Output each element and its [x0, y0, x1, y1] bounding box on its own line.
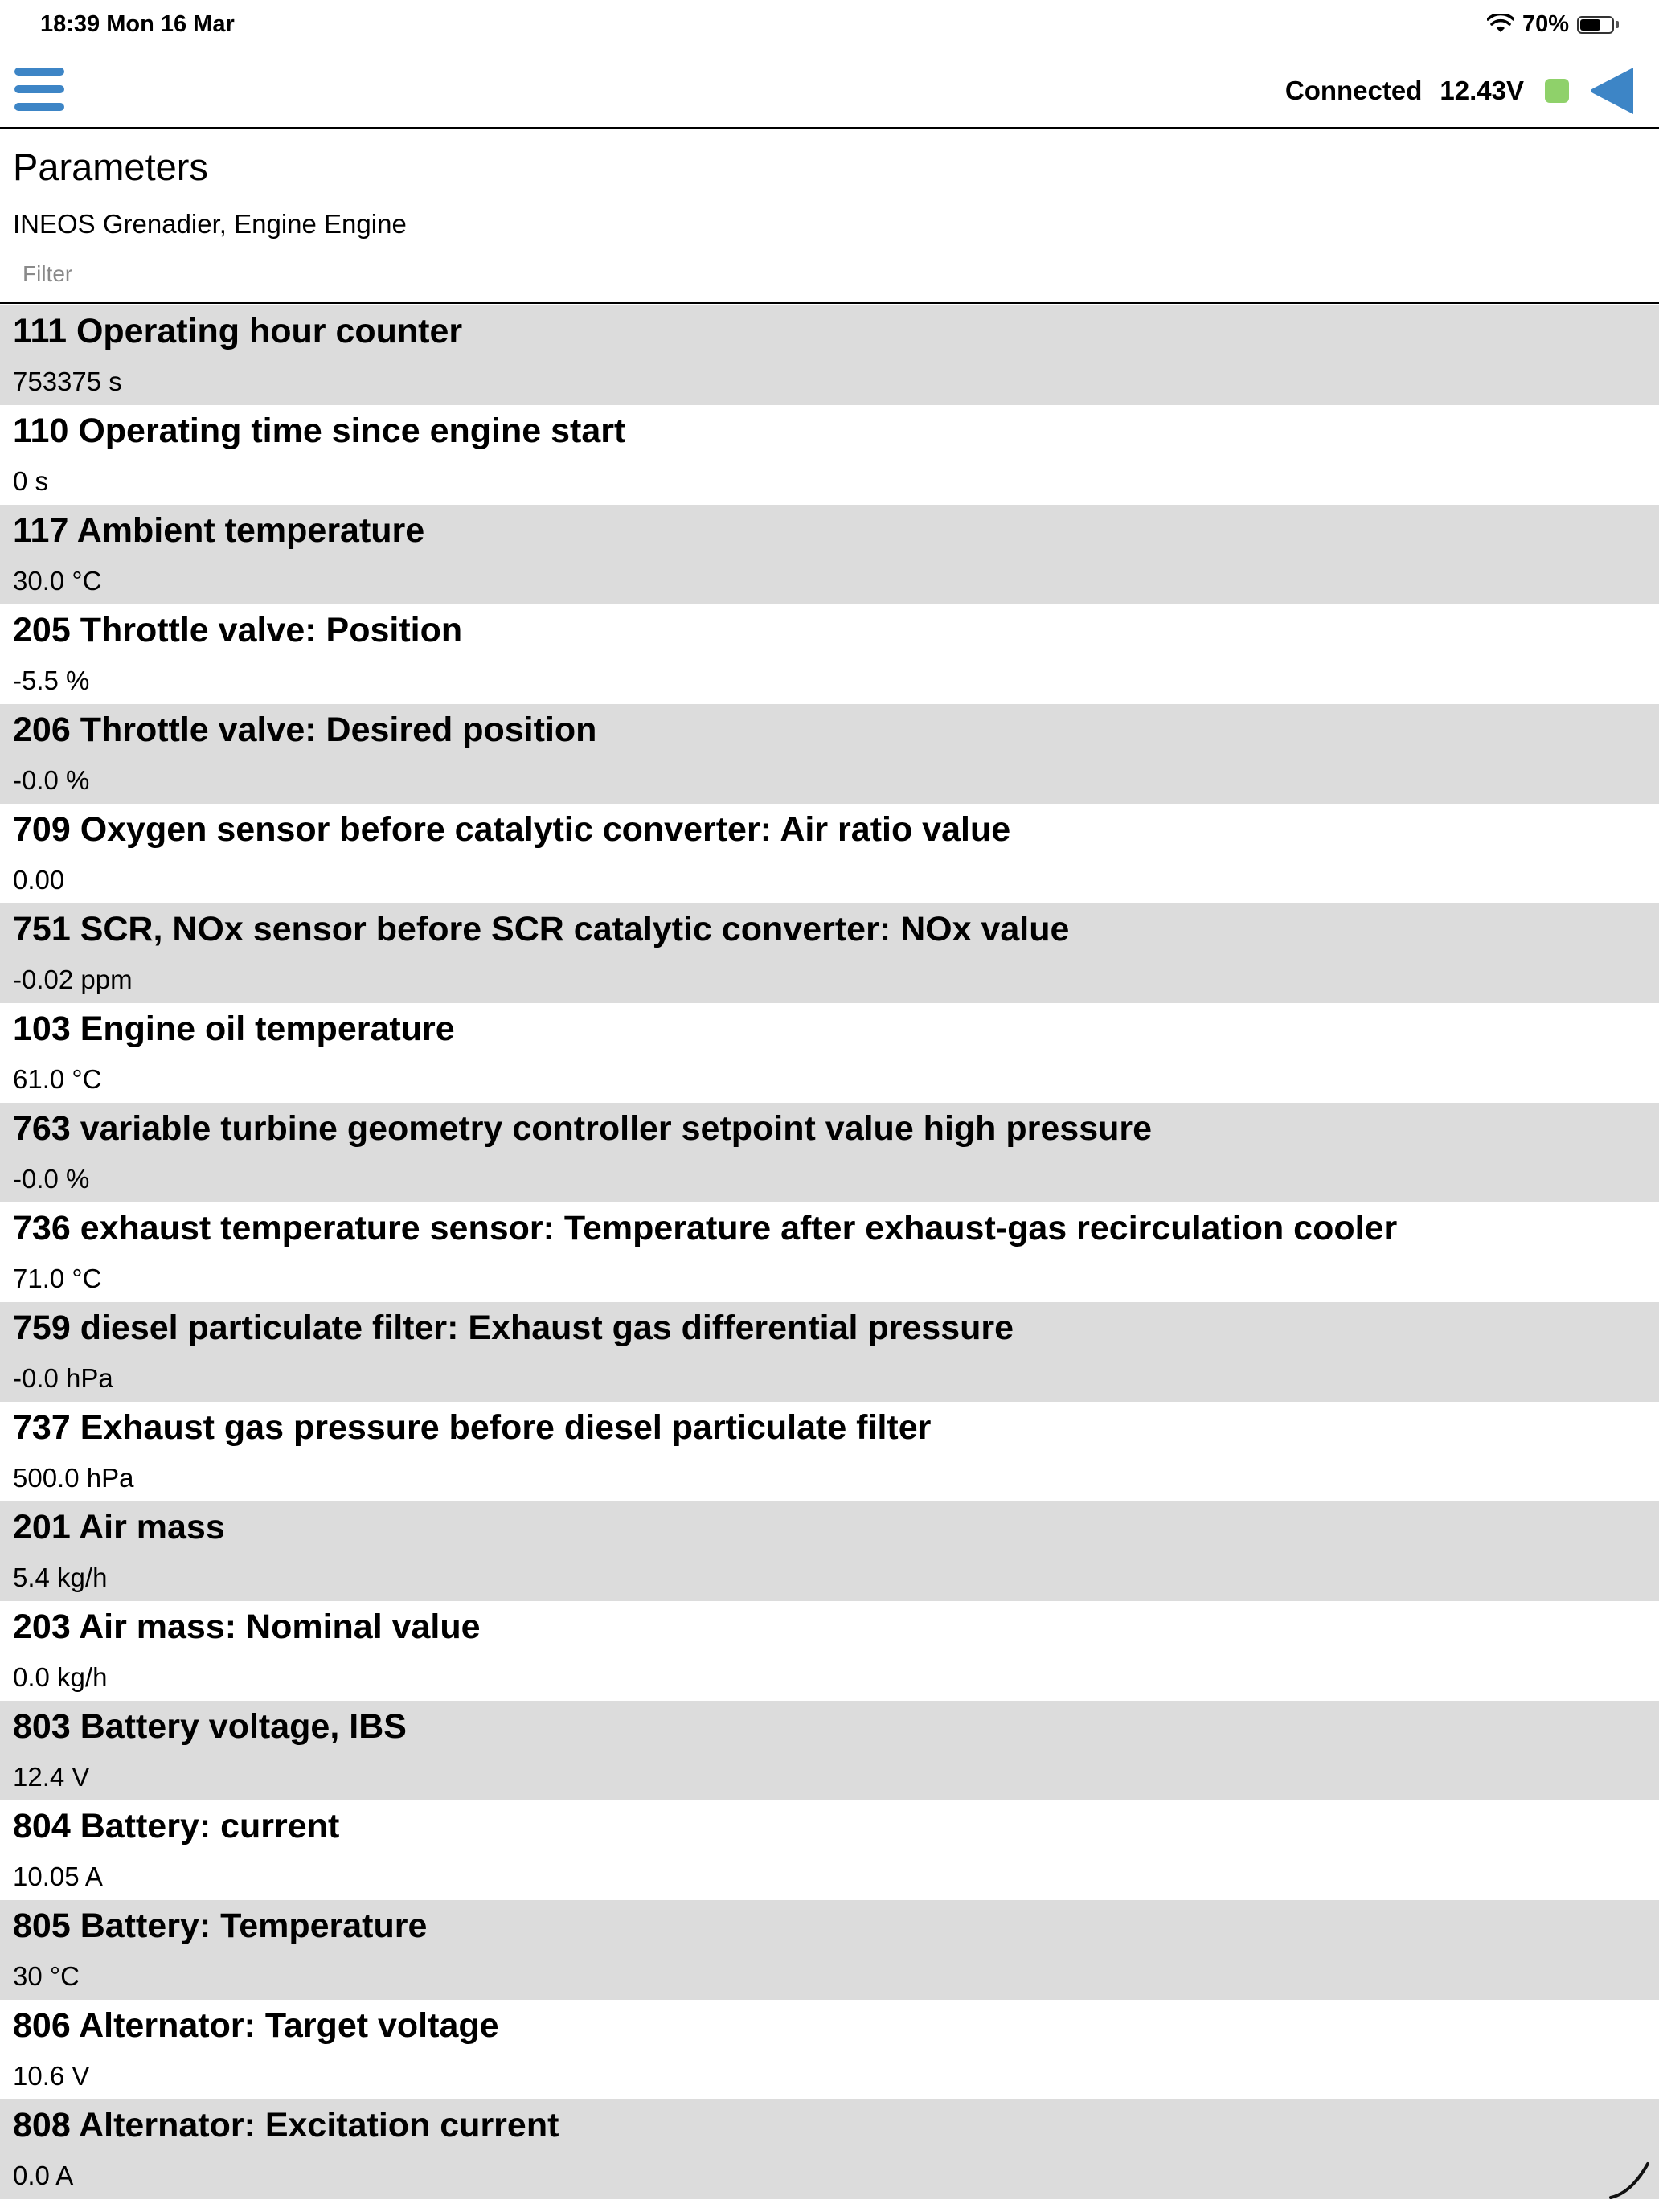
battery-cap [1616, 21, 1619, 28]
connection-label: Connected [1284, 76, 1423, 105]
parameter-name: 763 variable turbine geometry controller setpoint value high pressure [13, 1109, 1153, 1148]
parameter-name: 203 Air mass: Nominal value [13, 1608, 481, 1646]
parameter-value: 500.0 hPa [13, 1463, 134, 1493]
parameter-name: 111 Operating hour counter [13, 312, 463, 350]
parameter-value: 0.0 kg/h [13, 1662, 108, 1692]
parameter-list[interactable] [0, 305, 1659, 2199]
parameter-row[interactable] [0, 1501, 1659, 1601]
parameter-name: 201 Air mass [13, 1508, 225, 1546]
status-right-group [1487, 11, 1619, 38]
parameter-name: 806 Alternator: Target voltage [13, 2006, 499, 2045]
parameter-value: 10.6 V [13, 2061, 90, 2091]
parameter-row[interactable] [0, 1800, 1659, 1900]
app-header [0, 50, 1659, 129]
connection-indicator [1545, 79, 1569, 103]
parameter-row[interactable] [0, 1003, 1659, 1103]
parameter-row[interactable] [0, 505, 1659, 604]
connection-status [1285, 66, 1635, 116]
page-heading [0, 129, 1659, 304]
parameter-name: 110 Operating time since engine start [13, 412, 626, 450]
parameter-row[interactable] [0, 704, 1659, 804]
parameter-row[interactable] [0, 1103, 1659, 1202]
parameter-value: 30 °C [13, 1961, 80, 1991]
status-bar [0, 0, 1659, 50]
parameter-row[interactable] [0, 305, 1659, 405]
parameter-name: 759 diesel particulate filter: Exhaust gas differential pressure [13, 1309, 1014, 1347]
parameter-value: 30.0 °C [13, 566, 102, 596]
page-title: Parameters [13, 145, 208, 188]
battery-level [1580, 19, 1600, 31]
parameter-name: 805 Battery: Temperature [13, 1907, 428, 1945]
parameter-value: 12.4 V [13, 1762, 90, 1792]
parameter-row[interactable] [0, 1402, 1659, 1501]
parameter-row[interactable] [0, 804, 1659, 903]
parameter-value: 0 s [13, 466, 49, 496]
parameter-row[interactable] [0, 1701, 1659, 1800]
parameter-value: 0.0 A [13, 2161, 74, 2190]
parameter-row[interactable] [0, 604, 1659, 704]
parameter-name: 709 Oxygen sensor before catalytic converter: Air ratio value [13, 810, 1011, 849]
parameter-value: 753375 s [13, 367, 122, 396]
parameter-name: 737 Exhaust gas pressure before diesel particulate filter [13, 1408, 932, 1447]
parameter-name: 804 Battery: current [13, 1807, 340, 1845]
parameter-name: 751 SCR, NOx sensor before SCR catalytic converter: NOx value [13, 910, 1070, 948]
parameter-row[interactable] [0, 903, 1659, 1003]
filter-input[interactable] [13, 254, 1640, 294]
battery-icon [1577, 16, 1614, 34]
parameter-value: -0.0 % [13, 1164, 90, 1194]
hamburger-menu-icon[interactable] [14, 64, 64, 114]
parameter-row[interactable] [0, 1601, 1659, 1701]
parameter-name: 117 Ambient temperature [13, 511, 425, 550]
parameter-name: 103 Engine oil temperature [13, 1010, 455, 1048]
parameter-name: 205 Throttle valve: Position [13, 611, 463, 649]
parameter-row[interactable] [0, 1900, 1659, 2000]
parameter-name: 803 Battery voltage, IBS [13, 1707, 407, 1746]
back-triangle-icon[interactable] [1588, 66, 1635, 116]
parameter-value: -0.0 % [13, 765, 90, 795]
status-time-date: 18:39 Mon 16 Mar [40, 11, 235, 37]
parameter-row[interactable] [0, 1302, 1659, 1402]
parameter-row[interactable] [0, 2000, 1659, 2099]
parameter-row[interactable] [0, 2099, 1659, 2199]
wifi-icon [1487, 14, 1514, 35]
parameter-name: 808 Alternator: Excitation current [13, 2106, 559, 2144]
parameter-name: 736 exhaust temperature sensor: Temperature after exhaust-gas recirculation cooler [13, 1209, 1398, 1247]
parameter-value: -0.02 ppm [13, 965, 133, 994]
parameter-value: 71.0 °C [13, 1264, 102, 1293]
parameter-name: 206 Throttle valve: Desired position [13, 711, 597, 749]
scroll-indicator [1608, 2161, 1651, 2201]
parameter-value: -0.0 hPa [13, 1363, 113, 1393]
parameter-row[interactable] [0, 1202, 1659, 1302]
parameter-value: 10.05 A [13, 1862, 103, 1891]
parameter-value: -5.5 % [13, 666, 90, 695]
page-subtitle: INEOS Grenadier, Engine Engine [13, 209, 407, 239]
parameter-value: 0.00 [13, 865, 65, 895]
connection-voltage: 12.43V [1440, 76, 1524, 105]
parameter-row[interactable] [0, 405, 1659, 505]
parameter-value: 61.0 °C [13, 1064, 102, 1094]
parameter-value: 5.4 kg/h [13, 1563, 108, 1592]
battery-percent: 70% [1522, 11, 1569, 37]
